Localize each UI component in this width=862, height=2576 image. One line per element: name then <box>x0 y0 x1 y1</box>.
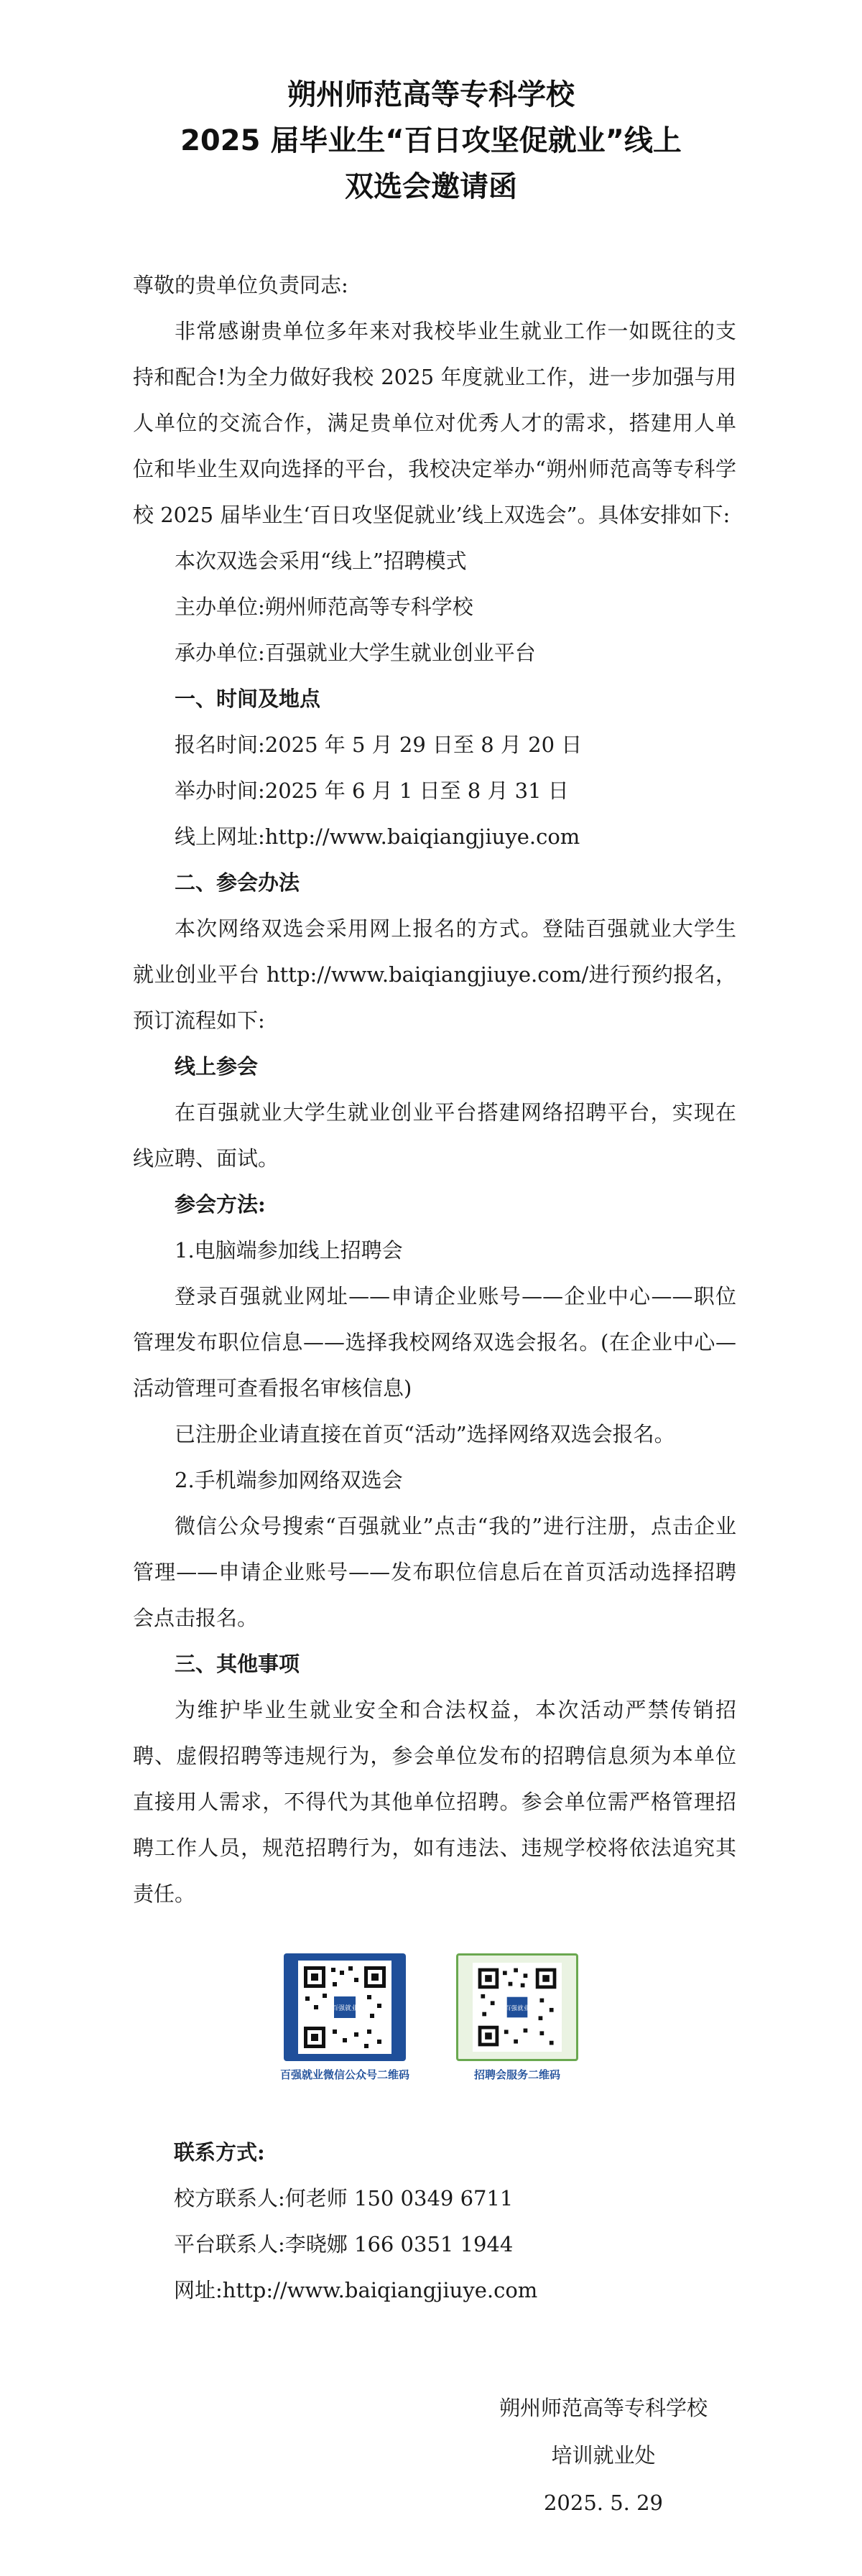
qr-card-service <box>445 1953 589 2082</box>
qr-code-icon <box>298 1961 391 2054</box>
qr-code-wechat <box>284 1953 406 2061</box>
section-3-heading: 三、其他事项 <box>175 1652 300 1676</box>
salutation: 尊敬的贵单位负责同志: <box>133 273 348 297</box>
contact-block <box>174 2129 537 2313</box>
organizer-line: 承办单位:百强就业大学生就业创业平台 <box>175 641 536 665</box>
signature-date: 2025. 5. 29 <box>543 2491 664 2515</box>
online-url: 线上网址:http://www.baiqiangjiuye.com <box>175 824 580 849</box>
contact-website: 网址:http://www.baiqiangjiuye.com <box>174 2278 538 2302</box>
qr-logo-text: 百强就业 <box>504 2004 530 2012</box>
method-heading: 参会方法: <box>175 1192 266 1217</box>
section-2-intro: 本次网络双选会采用网上报名的方式。登陆百强就业大学生就业创业平台 http://www.baiqiangjiuye.com/进行预约报名，预订流程如下: <box>133 916 736 1033</box>
section-2-heading: 二、参会办法 <box>175 870 300 895</box>
qr-code-row <box>0 1953 862 2090</box>
contact-heading: 联系方式: <box>174 2140 265 2165</box>
online-text: 在百强就业大学生就业创业平台搭建网络招聘平台，实现在线应聘、面试。 <box>133 1100 736 1171</box>
qr-logo-text: 百强就业 <box>331 2005 358 2012</box>
online-heading: 线上参会 <box>175 1054 259 1079</box>
register-time: 报名时间:2025 年 5 月 29 日至 8 月 20 日 <box>175 733 583 757</box>
mobile-heading: 2.手机端参加网络双选会 <box>175 1468 403 1492</box>
qr-code-icon <box>473 1963 562 2052</box>
pc-heading: 1.电脑端参加线上招聘会 <box>175 1238 403 1263</box>
qr-caption-service: 招聘会服务二维码 <box>473 2068 560 2081</box>
mode-line: 本次双选会采用“线上”招聘模式 <box>175 549 467 573</box>
letter-title <box>0 72 862 210</box>
signature-block <box>474 2384 733 2526</box>
hold-time: 举办时间:2025 年 6 月 1 日至 8 月 31 日 <box>175 778 569 803</box>
signature-school: 朔州师范高等专科学校 <box>499 2396 708 2420</box>
pc-text: 登录百强就业网址——申请企业账号——企业中心——职位管理发布职位信息——选择我校网络双选会报名。(在企业中心—活动管理可查看报名审核信息) <box>133 1284 736 1400</box>
section-1-heading: 一、时间及地点 <box>175 687 321 711</box>
title-line-2: 2025 届毕业生“百日攻坚促就业”线上 <box>180 124 682 157</box>
school-contact: 校方联系人:何老师 150 0349 6711 <box>174 2186 514 2210</box>
title-line-3: 双选会邀请函 <box>345 170 517 203</box>
qr-caption-wechat: 百强就业微信公众号二维码 <box>279 2068 409 2081</box>
section-3-text: 为维护毕业生就业安全和合法权益，本次活动严禁传销招聘、虚假招聘等违规行为，参会单位发布的招聘信息须为本单位直接用人需求，不得代为其他单位招聘。参会单位需严格管理招聘工作人员，规范招聘行为，如有违法、违规学校将依法追究其责任。 <box>133 1698 736 1906</box>
mobile-text: 微信公众号搜索“百强就业”点击“我的”进行注册，点击企业管理——申请企业账号——发布职位信息后在首页活动选择招聘会点击报名。 <box>133 1514 736 1630</box>
platform-contact: 平台联系人:李晓娜 166 0351 1944 <box>174 2232 514 2256</box>
intro-paragraph: 非常感谢贵单位多年来对我校毕业生就业工作一如既往的支持和配合!为全力做好我校 2025 年度就业工作，进一步加强与用人单位的交流合作，满足贵单位对优秀人才的需求，搭建用人单位和毕业生双向选择的平台，我校决定举办“朔州师范高等专科学校 2025 届毕业生‘百日攻坚促就业’线上双选会”。具体安排如下: <box>133 319 736 527</box>
letter-body <box>133 262 736 1917</box>
qr-code-service <box>456 1953 578 2061</box>
pc-note: 已注册企业请直接在首页“活动”选择网络双选会报名。 <box>175 1422 675 1446</box>
signature-dept: 培训就业处 <box>551 2443 656 2468</box>
title-line-1: 朔州师范高等专科学校 <box>287 78 575 111</box>
qr-card-wechat <box>259 1953 431 2082</box>
host-line: 主办单位:朔州师范高等专科学校 <box>175 595 473 619</box>
